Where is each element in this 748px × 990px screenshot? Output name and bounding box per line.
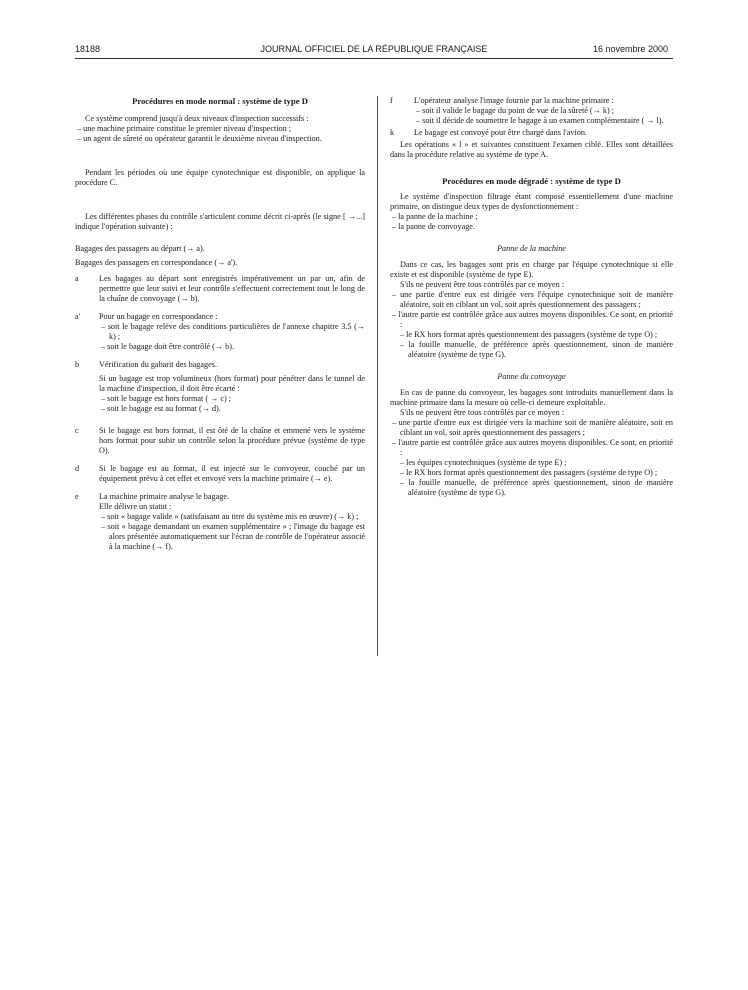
subheading-panne-convoyage: Panne du convoyage	[497, 372, 566, 381]
machine-paragraph: Dans ce cas, les bagages sont pris en charge par l'équipe cynotechnique si elle existe et est disponible (système de type E).	[390, 260, 673, 279]
step-label: b	[75, 360, 80, 369]
step-text: Elle délivre un statut :	[99, 502, 172, 511]
left-column	[75, 96, 365, 552]
bag-depart-line: Bagages des passagers au départ (→ a).	[75, 244, 205, 253]
step-label: a	[75, 274, 79, 283]
convoyage-subitem: – les équipes cynotechniques (système de type E) ;	[400, 458, 567, 467]
step-e	[75, 492, 365, 552]
step-f	[390, 96, 673, 126]
step-text: Si le bagage est hors format, il est ôté de la chaîne et emmené vers le système hors format pour subir un contrôle selon la procédure prévue (système de type O).	[99, 426, 365, 455]
issue-date: 16 novembre 2000	[592, 44, 668, 54]
step-item: – soit il décide de soumettre le bagage à un examen complémentaire ( → l).	[416, 116, 664, 125]
convoyage-paragraph: En cas de panne du convoyeur, les bagages sont introduits manuellement dans la machine primaire dans la mesure où celle-ci demeure exploitable.	[390, 388, 673, 407]
machine-subitem: – la fouille manuelle, de préférence après questionnement, sinon de manière aléatoire (système de type G).	[400, 340, 673, 359]
machine-paragraph: S'ils ne peuvent être tous contrôlés par ce moyen :	[400, 280, 565, 289]
step-text: Les bagages au départ sont enregistrés impérativement un par un, afin de permettre que leur suivi et leur contrôle s'effectuent correctement tout le long de la chaîne de convoyage (→ b).	[99, 274, 365, 303]
step-text: Si un bagage est trop volumineux (hors format) pour pénétrer dans le tunnel de la machine d'inspection, il doit être écarté :	[99, 374, 365, 393]
column-divider	[377, 96, 378, 656]
convoyage-subitem: – la fouille manuelle, de préférence après questionnement, sinon de manière aléatoire (système de type G).	[400, 478, 673, 497]
convoyage-item: – l'autre partie est contrôlée grâce aux autres moyens disponibles. Ce sont, en priorité :	[392, 438, 673, 457]
degrade-item: – la panne de la machine ;	[392, 212, 478, 221]
step-item: – soit « bagage demandant un examen supplémentaire » ; l'image du bagage est alors présentée automatiquement sur l'écran de contrôle de l'opérateur associé à la machine (→ f).	[101, 522, 365, 551]
step-label: c	[75, 426, 79, 435]
step-text: L'opérateur analyse l'image fournie par la machine primaire :	[414, 96, 614, 105]
step-item: – soit il valide le bagage du point de vue de la sûreté (→ k) ;	[416, 106, 615, 115]
step-item: – soit le bagage doit être contrôlé (→ b).	[101, 342, 235, 351]
step-item: – soit le bagage est hors format ( → c) ;	[101, 394, 232, 403]
degrade-item: – la panne de convoyage.	[392, 222, 475, 231]
convoyage-subitem: – le RX hors format après questionnement des passagers (système de type O) ;	[400, 468, 658, 477]
step-label: f	[390, 96, 393, 105]
step-a	[75, 274, 365, 304]
step-text: Si le bagage est au format, il est injecté sur le convoyeur, couché par un équipement prévu à cet effet et envoyé vers la machine primaire (→ e).	[99, 464, 365, 483]
step-c	[75, 426, 365, 456]
step-label: k	[390, 128, 395, 137]
convoyage-paragraph: S'ils ne peuvent être tous contrôlés par ce moyen :	[400, 408, 565, 417]
machine-subitem: – le RX hors format après questionnement des passagers (système de type O) ;	[400, 330, 658, 339]
phases-paragraph: Les différentes phases du contrôle s'articulent comme décrit ci-après (le signe [ →...] indique l'opération suivante) :	[75, 212, 365, 231]
subheading-panne-machine: Panne de la machine	[497, 244, 566, 253]
page-number: 18188	[75, 44, 101, 54]
header-rule	[75, 58, 673, 59]
right-column	[390, 96, 673, 498]
step-text: Vérification du gabarit des bagages.	[99, 360, 217, 369]
machine-item: – une partie d'entre eux est dirigée vers l'équipe cynotechnique soit de manière aléatoire, soit en ciblant un vol, soit après questionnement des passagers ;	[392, 290, 673, 309]
convoyage-item: – une partie d'entre eux est dirigée vers la machine soit de manière aléatoire, soit en ciblant un vol, soit après questionnement des passagers ;	[392, 418, 673, 437]
step-text: Pour un bagage en correspondance :	[99, 312, 218, 321]
step-k	[390, 128, 673, 138]
step-d	[75, 464, 365, 484]
step-label: a'	[75, 312, 81, 321]
step-label: e	[75, 492, 79, 501]
section-title-normal: Procédures en mode normal : système de type D	[132, 96, 308, 106]
step-item: – soit le bagage est au format (→ d).	[101, 404, 221, 413]
step-text: Le bagage est convoyé pour être chargé dans l'avion.	[414, 128, 587, 137]
step-a-prime	[75, 312, 365, 352]
intro-paragraph: Ce système comprend jusqu'à deux niveaux d'inspection successifs :	[85, 114, 309, 123]
bag-correspondance-line: Bagages des passagers en correspondance (→ a').	[75, 258, 238, 267]
degrade-intro: Le système d'inspection filtrage étant composé essentiellement d'une machine primaire, on distingue deux types de dysfonctionnement :	[390, 192, 673, 211]
cyno-paragraph: Pendant les périodes où une équipe cynotechnique est disponible, on applique la procédure C.	[75, 168, 365, 187]
step-text: La machine primaire analyse le bagage.	[99, 492, 230, 501]
step-item: – soit le bagage relève des conditions particulières de l'annexe chapitre 3.5 (→ k) ;	[101, 322, 365, 341]
ops-l-paragraph: Les opérations « l » et suivantes constituent l'examen ciblé. Elles sont détaillées dans la procédure relative au système de type A.	[390, 140, 673, 159]
section-title-degrade: Procédures en mode dégradé : système de type D	[442, 176, 621, 186]
intro-item: – un agent de sûreté ou opérateur garantit le deuxième niveau d'inspection.	[77, 134, 322, 143]
step-item: – soit « bagage valide » (satisfaisant au titre du système mis en œuvre) (→ k) ;	[101, 512, 359, 521]
intro-item: – une machine primaire constitue le premier niveau d'inspection ;	[77, 124, 292, 133]
step-b	[75, 360, 365, 414]
step-label: d	[75, 464, 80, 473]
machine-item: – l'autre partie est contrôlée grâce aux autres moyens disponibles. Ce sont, en priorité :	[392, 310, 673, 329]
journal-title: JOURNAL OFFICIEL DE LA RÉPUBLIQUE FRANÇAISE	[260, 44, 488, 54]
